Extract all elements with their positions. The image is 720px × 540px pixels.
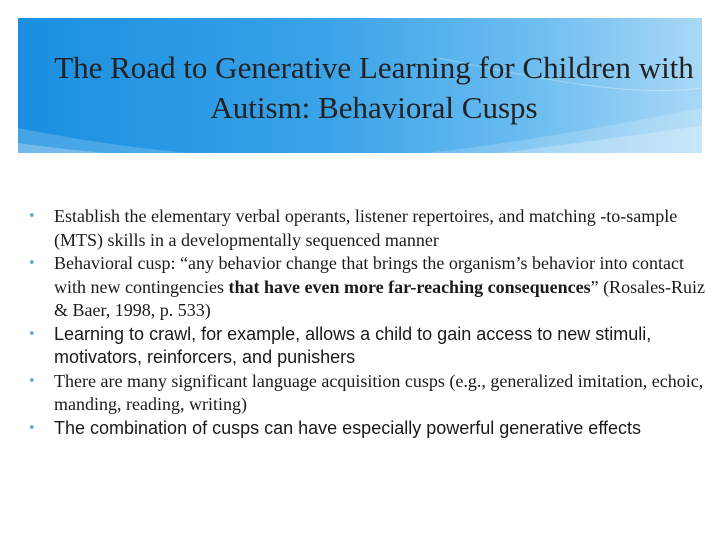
bullet-text: Learning to crawl, for example, allows a child to gain access to new stimuli, motivators, reinforcers, and punishers [54,323,652,367]
bullet-icon: • [28,256,36,271]
bullet-text: Establish the elementary verbal operants, listener repertoires, and matching -to-sample (MTS) skills in a developmentally sequenced manner [54,206,678,250]
bullet-icon: • [28,420,36,436]
bullet-icon: • [28,209,36,224]
bullet-list [28,205,718,440]
bullet-icon: • [28,373,36,389]
bullet-text-end: ” (Rosales-Ruiz & Baer, 1998, p. 533) [54,276,706,320]
bullet-icon: • [28,326,36,342]
bullet-bold-text: that have even more far-reaching consequences [228,276,591,297]
bullet-item-1 [28,205,718,252]
bullet-text: There are many significant language acquisition cusps (e.g., generalized imitation, echoic, manding, reading, writing) [54,370,704,414]
bullet-text: The combination of cusps can have especially powerful generative effects [54,417,642,438]
bullet-item-5 [28,417,718,441]
slide-title: The Road to Generative Learning for Children with Autism: Behavioral Cusps [54,50,694,125]
bullet-item-2 [28,252,718,323]
bullet-item-3 [28,323,718,370]
title-banner [18,18,702,153]
bullet-item-4 [28,370,718,417]
bullet-text: Behavioral cusp: “any behavior change that brings the organism’s behavior into contact with new contingencies [54,253,684,297]
